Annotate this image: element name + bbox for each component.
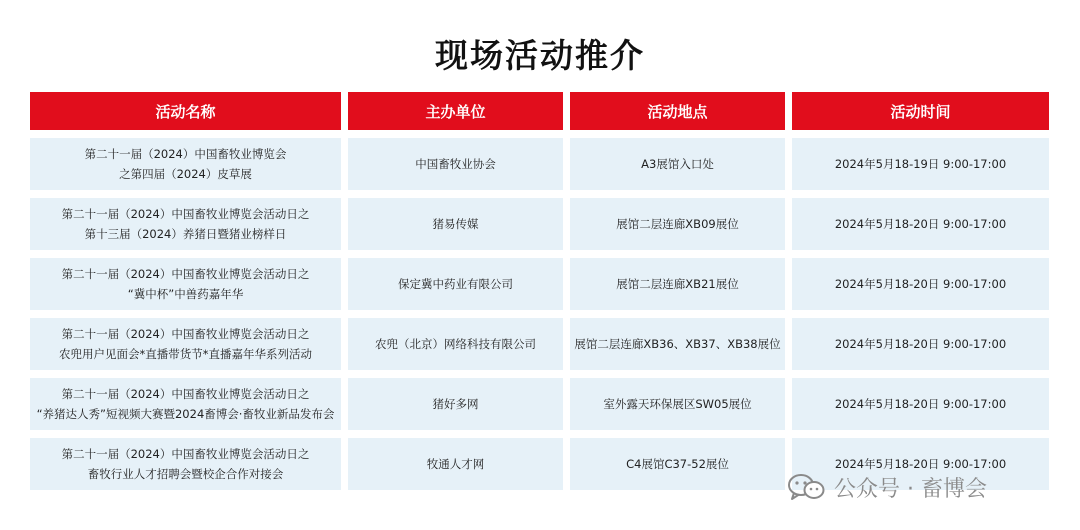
activity-name-line: 第二十一届（2024）中国畜牧业博览会活动日之 bbox=[61, 447, 310, 461]
row-4-time: 2024年5月18-20日 9:00-17:00 bbox=[792, 318, 1049, 370]
activity-name-line: “冀中杯”中兽药嘉年华 bbox=[127, 287, 244, 301]
row-1-activity-name bbox=[30, 138, 341, 190]
header-organizer: 主办单位 bbox=[348, 92, 563, 130]
row-6-activity-name bbox=[30, 438, 341, 490]
row-5-activity-name bbox=[30, 378, 341, 430]
row-4-location: 展馆二层连廊XB36、XB37、XB38展位 bbox=[570, 318, 785, 370]
row-1-time: 2024年5月18-19日 9:00-17:00 bbox=[792, 138, 1049, 190]
row-3-location: 展馆二层连廊XB21展位 bbox=[570, 258, 785, 310]
watermark bbox=[786, 470, 987, 504]
activity-name-line: 第十三届（2024）养猪日暨猪业榜样日 bbox=[84, 227, 287, 241]
row-2-location: 展馆二层连廊XB09展位 bbox=[570, 198, 785, 250]
activity-name-line: 之第四届（2024）皮草展 bbox=[119, 167, 252, 181]
row-6-time: 2024年5月18-20日 9:00-17:00 bbox=[792, 438, 1049, 490]
header-activity-name: 活动名称 bbox=[30, 92, 341, 130]
row-6-organizer: 牧通人才网 bbox=[348, 438, 563, 490]
row-1-organizer: 中国畜牧业协会 bbox=[348, 138, 563, 190]
row-1-location: A3展馆入口处 bbox=[570, 138, 785, 190]
activities-table bbox=[30, 92, 1049, 490]
page-title: 现场活动推介 bbox=[435, 36, 645, 75]
header-time: 活动时间 bbox=[792, 92, 1049, 130]
activity-name-line: 第二十一届（2024）中国畜牧业博览会活动日之 bbox=[61, 387, 310, 401]
activity-name-line: 第二十一届（2024）中国畜牧业博览会活动日之 bbox=[61, 327, 310, 341]
activity-name-line: 第二十一届（2024）中国畜牧业博览会活动日之 bbox=[61, 267, 310, 281]
row-5-organizer: 猪好多网 bbox=[348, 378, 563, 430]
row-4-activity-name bbox=[30, 318, 341, 370]
row-2-time: 2024年5月18-20日 9:00-17:00 bbox=[792, 198, 1049, 250]
wechat-icon bbox=[786, 472, 826, 502]
activity-name-line: “养猪达人秀”短视频大赛暨2024畜博会·畜牧业新品发布会 bbox=[36, 407, 335, 421]
row-3-organizer: 保定冀中药业有限公司 bbox=[348, 258, 563, 310]
activity-name-line: 第二十一届（2024）中国畜牧业博览会 bbox=[84, 147, 287, 161]
row-4-organizer: 农兜（北京）网络科技有限公司 bbox=[348, 318, 563, 370]
activity-name-line: 第二十一届（2024）中国畜牧业博览会活动日之 bbox=[61, 207, 310, 221]
row-5-location: 室外露天环保展区SW05展位 bbox=[570, 378, 785, 430]
watermark-text: 公众号 · 畜博会 bbox=[834, 476, 987, 502]
activity-name-line: 农兜用户见面会*直播带货节*直播嘉年华系列活动 bbox=[59, 347, 312, 361]
row-3-activity-name bbox=[30, 258, 341, 310]
activity-name-line: 畜牧行业人才招聘会暨校企合作对接会 bbox=[87, 467, 284, 481]
row-5-time: 2024年5月18-20日 9:00-17:00 bbox=[792, 378, 1049, 430]
row-6-location: C4展馆C37-52展位 bbox=[570, 438, 785, 490]
row-3-time: 2024年5月18-20日 9:00-17:00 bbox=[792, 258, 1049, 310]
row-2-organizer: 猪易传媒 bbox=[348, 198, 563, 250]
header-location: 活动地点 bbox=[570, 92, 785, 130]
row-2-activity-name bbox=[30, 198, 341, 250]
